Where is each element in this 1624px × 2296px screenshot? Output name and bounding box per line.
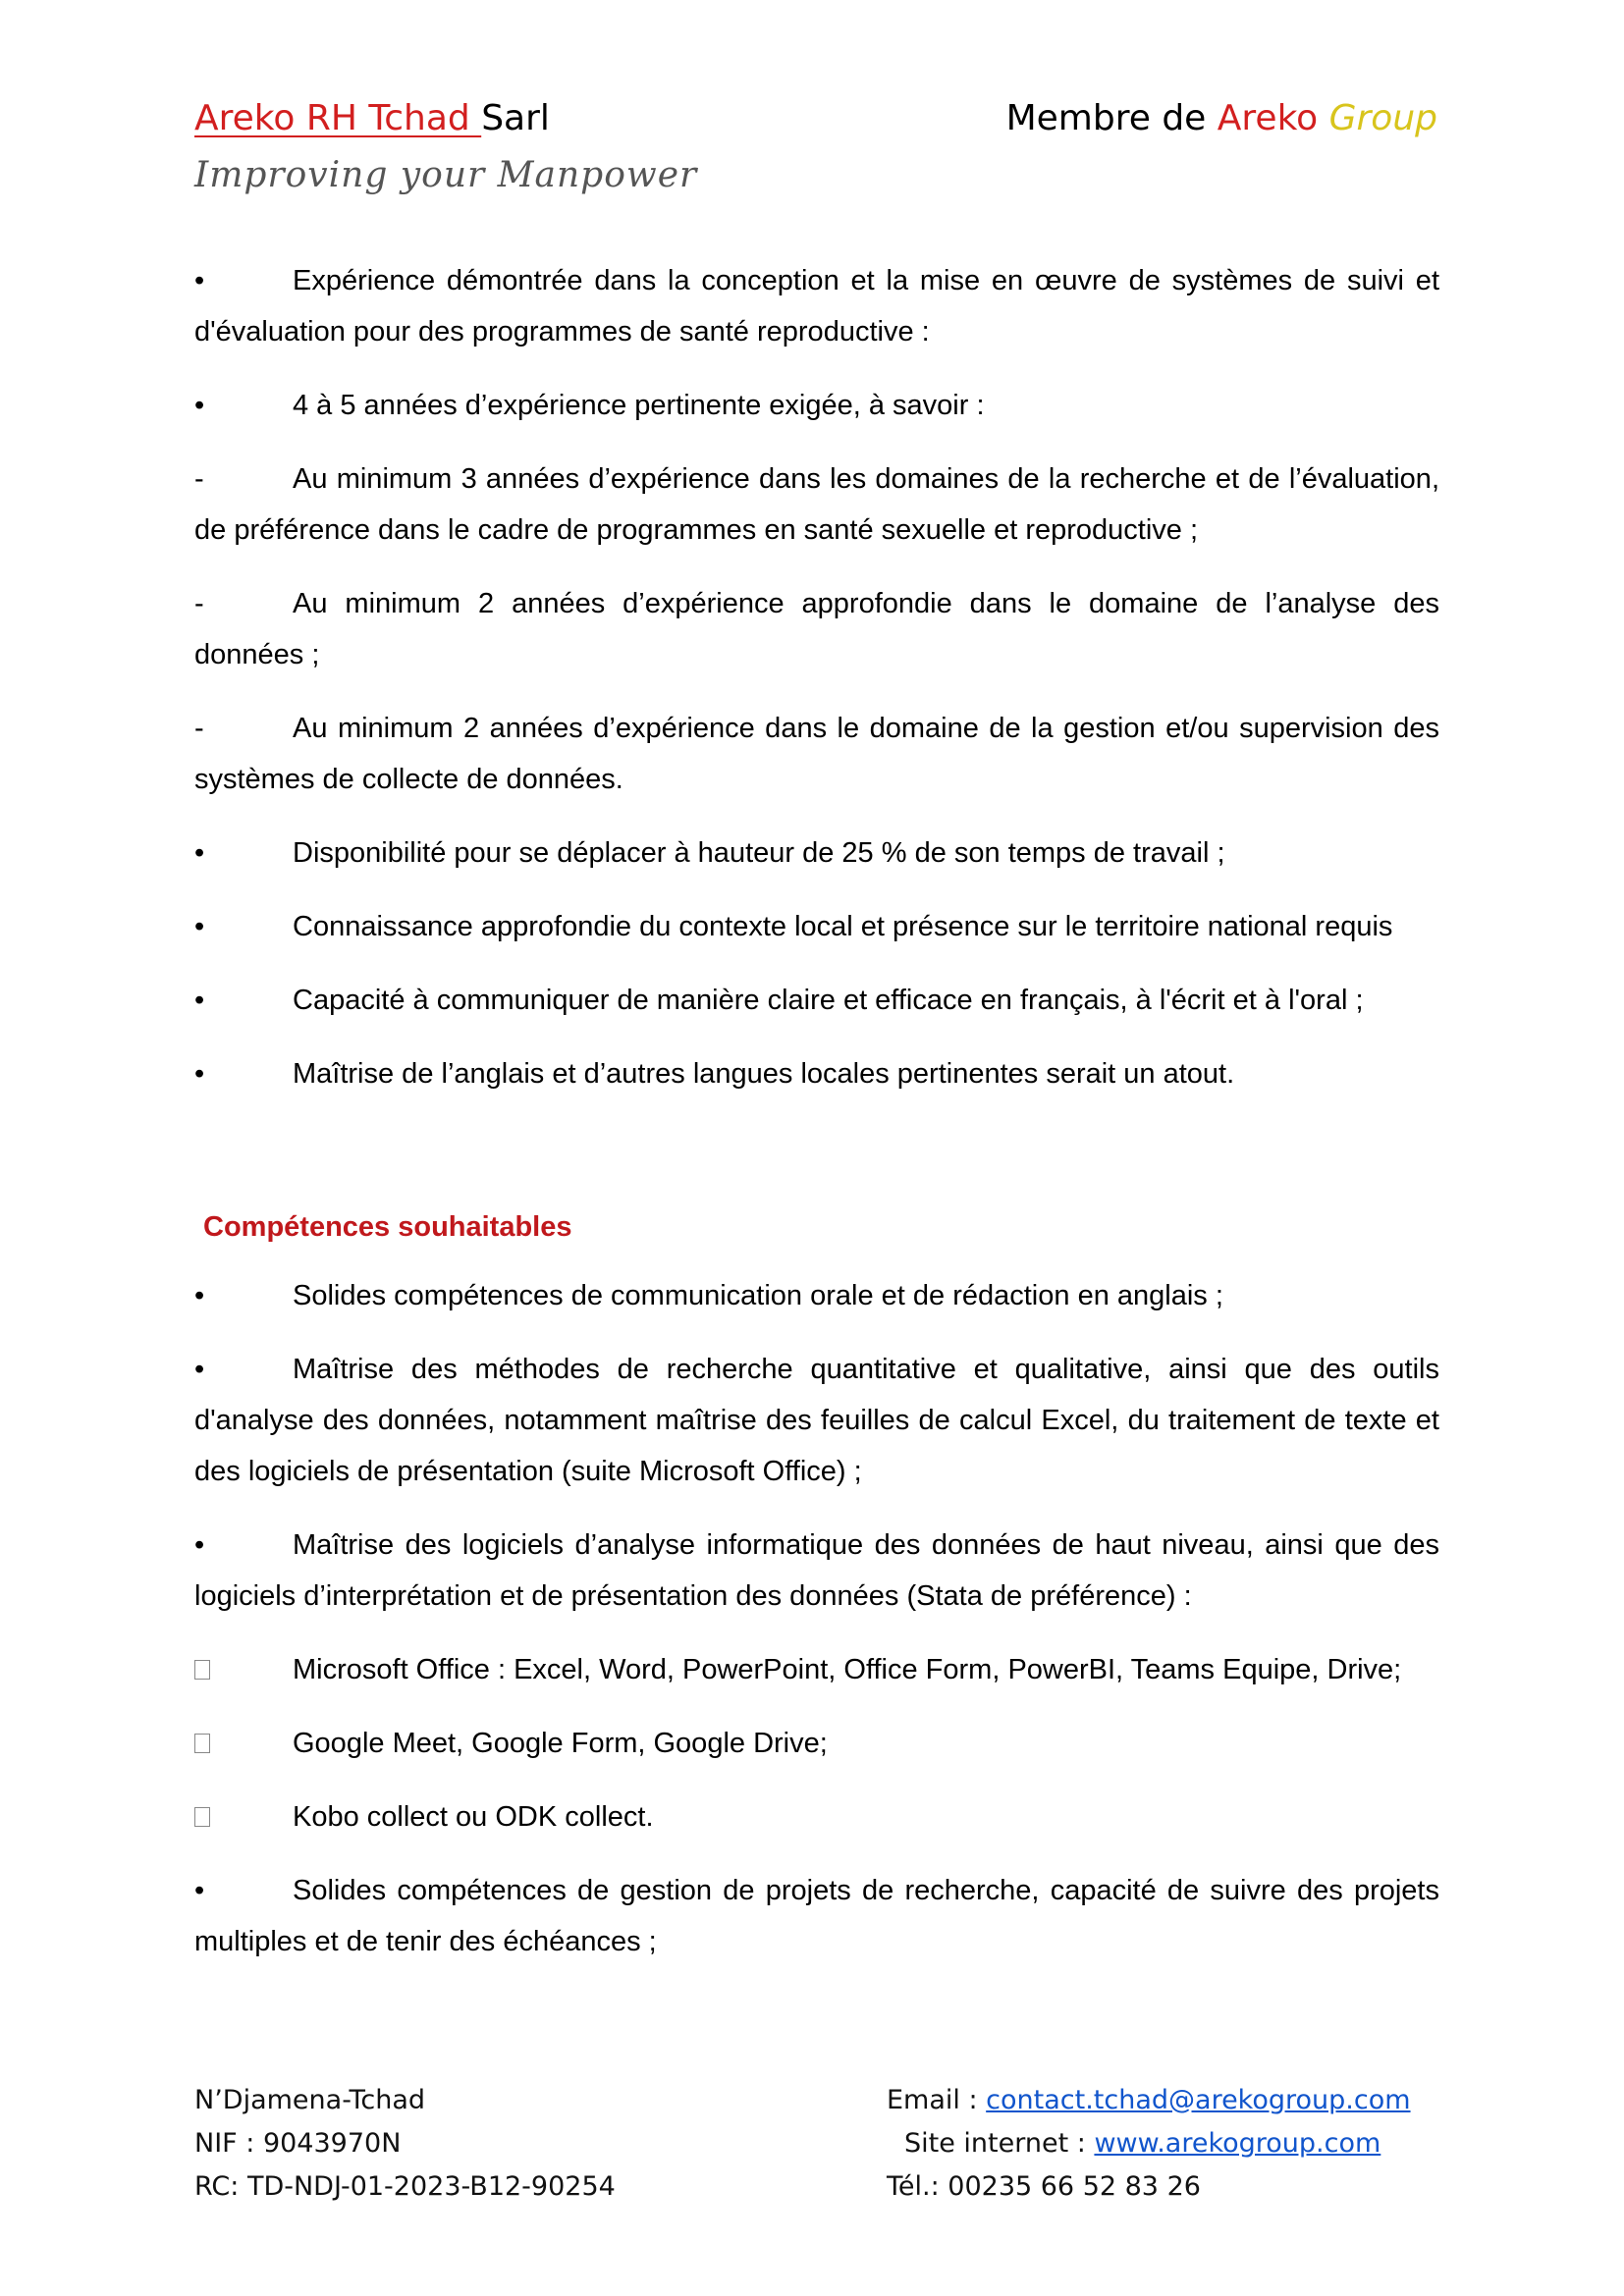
footer-site-line bbox=[887, 2122, 1411, 2165]
list-item bbox=[194, 1644, 1439, 1695]
list-item bbox=[194, 901, 1439, 952]
list-item-text: Solides compétences de communication orale et de rédaction en anglais ; bbox=[293, 1280, 1223, 1311]
square-icon bbox=[194, 1807, 210, 1827]
desired-skills-list bbox=[194, 1270, 1439, 1967]
bullet-marker: • bbox=[194, 911, 205, 942]
member-group: Group bbox=[1328, 98, 1437, 138]
list-item bbox=[194, 703, 1439, 805]
email-link[interactable]: contact.tchad@arekogroup.com bbox=[986, 2085, 1411, 2115]
checkbox-glyph-icon bbox=[194, 1791, 293, 1842]
list-item-text: Expérience démontrée dans la conception et la mise en œuvre de systèmes de suivi et d'évaluation pour des programmes de santé reproductive : bbox=[194, 265, 1439, 347]
requirements-list bbox=[194, 255, 1439, 1099]
bullet-marker: • bbox=[194, 1354, 205, 1385]
footer-left bbox=[194, 2079, 616, 2209]
member-prefix: Membre de bbox=[1005, 98, 1218, 138]
section-heading: Compétences souhaitables bbox=[203, 1211, 572, 1243]
list-item bbox=[194, 1865, 1439, 1967]
list-item-text: Au minimum 2 années d’expérience dans le domaine de la gestion et/ou supervision des systèmes de collecte de données. bbox=[194, 713, 1439, 795]
company-suffix: Sarl bbox=[481, 98, 550, 138]
list-item bbox=[194, 1718, 1439, 1769]
dash-marker: - bbox=[194, 588, 204, 619]
bullet-marker: • bbox=[194, 1875, 205, 1906]
list-item-text: Au minimum 2 années d’expérience approfondie dans le domaine de l’analyse des données ; bbox=[194, 588, 1439, 670]
list-item bbox=[194, 1048, 1439, 1099]
list-item-text: Maîtrise des méthodes de recherche quantitative et qualitative, ainsi que des outils d'analyse des données, notamment maîtrise des feuilles de calcul Excel, du traitement de texte et des logiciels de présentation (suite Microsoft Office) ; bbox=[194, 1354, 1439, 1487]
bullet-marker: • bbox=[194, 1529, 205, 1561]
checkbox-glyph-icon bbox=[194, 1718, 293, 1769]
list-item bbox=[194, 1520, 1439, 1622]
footer-right bbox=[887, 2079, 1411, 2209]
list-item bbox=[194, 255, 1439, 357]
list-item-text: Au minimum 3 années d’expérience dans les domaines de la recherche et de l’évaluation, de préférence dans le cadre de programmes en santé sexuelle et reproductive ; bbox=[194, 463, 1439, 546]
list-item-text: Microsoft Office : Excel, Word, PowerPoint, Office Form, PowerBI, Teams Equipe, Drive; bbox=[293, 1654, 1402, 1685]
dash-marker: - bbox=[194, 463, 204, 495]
bullet-marker: • bbox=[194, 390, 205, 421]
list-item-text: Google Meet, Google Form, Google Drive; bbox=[293, 1728, 828, 1759]
member-header bbox=[1006, 98, 1437, 138]
email-label: Email : bbox=[887, 2085, 987, 2115]
dash-marker: - bbox=[194, 713, 204, 744]
tagline: Improving your Manpower bbox=[194, 155, 698, 195]
list-item bbox=[194, 1270, 1439, 1321]
list-item-text: Maîtrise des logiciels d’analyse informatique des données de haut niveau, ainsi que des logiciels d’interprétation et de présentation des données (Stata de préférence) : bbox=[194, 1529, 1439, 1612]
list-item-text: Disponibilité pour se déplacer à hauteur de 25 % de son temps de travail ; bbox=[293, 837, 1225, 869]
footer-email-line bbox=[887, 2079, 1411, 2122]
list-item bbox=[194, 828, 1439, 879]
company-name: Areko RH Tchad bbox=[194, 98, 482, 138]
square-icon bbox=[194, 1660, 210, 1680]
bullet-marker: • bbox=[194, 837, 205, 869]
bullet-marker: • bbox=[194, 985, 205, 1016]
footer-nif: NIF : 9043970N bbox=[194, 2128, 402, 2159]
bullet-marker: • bbox=[194, 1280, 205, 1311]
list-item bbox=[194, 578, 1439, 680]
footer-city: N’Djamena-Tchad bbox=[194, 2085, 425, 2115]
list-item bbox=[194, 1344, 1439, 1497]
square-icon bbox=[194, 1734, 210, 1753]
footer-tel: Tél.: 00235 66 52 83 26 bbox=[887, 2171, 1201, 2202]
bullet-marker: • bbox=[194, 1058, 205, 1090]
list-item-text: Kobo collect ou ODK collect. bbox=[293, 1801, 654, 1833]
bullet-marker: • bbox=[194, 265, 205, 296]
list-item bbox=[194, 380, 1439, 431]
checkbox-glyph-icon bbox=[194, 1644, 293, 1695]
footer-rc: RC: TD-NDJ-01-2023-B12-90254 bbox=[194, 2171, 616, 2202]
list-item bbox=[194, 1791, 1439, 1842]
site-label: Site internet : bbox=[904, 2128, 1095, 2159]
list-item-text: Capacité à communiquer de manière claire et efficace en français, à l'écrit et à l'oral ; bbox=[293, 985, 1364, 1016]
site-link[interactable]: www.arekogroup.com bbox=[1094, 2128, 1381, 2159]
list-item-text: Solides compétences de gestion de projets de recherche, capacité de suivre des projets multiples et de tenir des échéances ; bbox=[194, 1875, 1439, 1957]
list-item bbox=[194, 454, 1439, 556]
list-item-text: Maîtrise de l’anglais et d’autres langues locales pertinentes serait un atout. bbox=[293, 1058, 1235, 1090]
list-item-text: 4 à 5 années d’expérience pertinente exigée, à savoir : bbox=[293, 390, 985, 421]
member-areko: Areko bbox=[1217, 98, 1319, 138]
company-header bbox=[194, 98, 550, 138]
document-body bbox=[194, 255, 1439, 1990]
list-item bbox=[194, 975, 1439, 1026]
list-item-text: Connaissance approfondie du contexte local et présence sur le territoire national requis bbox=[293, 911, 1393, 942]
